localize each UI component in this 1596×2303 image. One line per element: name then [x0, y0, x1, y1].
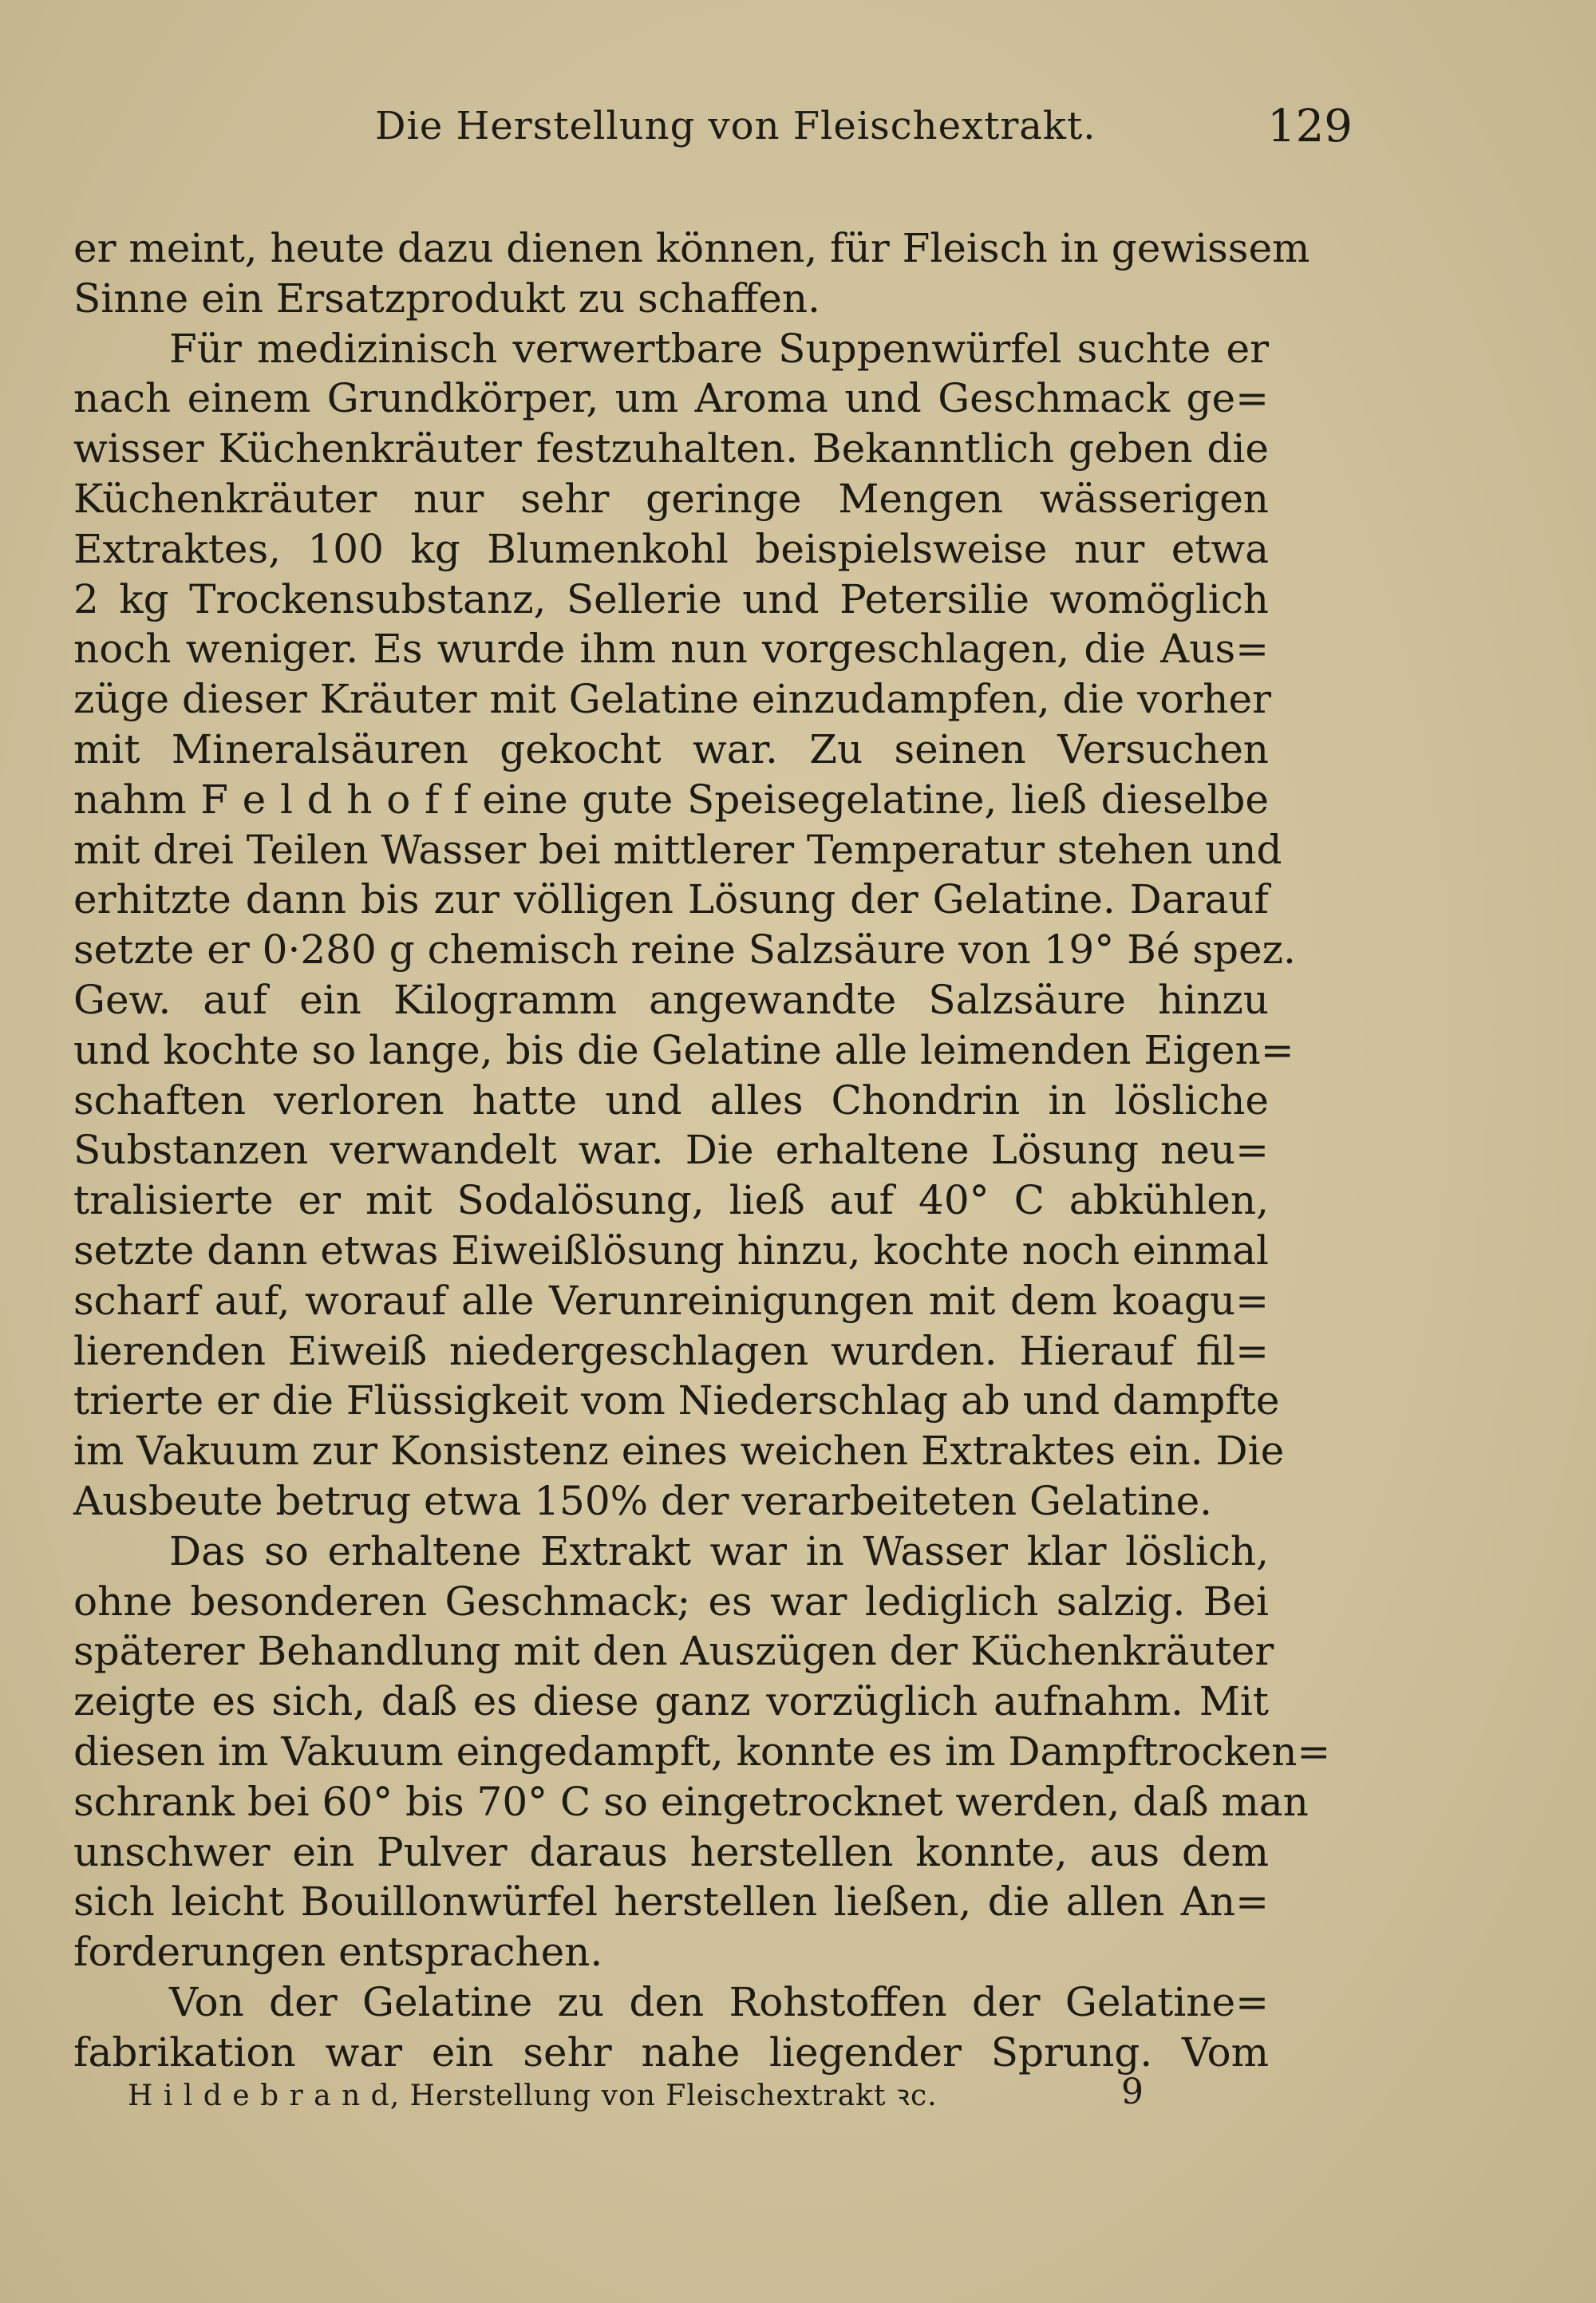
text-line: trierte er die Flüssigkeit vom Niederschlag ab und dampfte [73, 1377, 1280, 1424]
text-line: mit Mineralsäuren gekocht war. Zu seinen Versuchen [73, 725, 1269, 772]
page-number: 129 [1267, 101, 1353, 152]
text-line: ohne besonderen Geschmack; es war lediglich salzig. Bei [73, 1578, 1269, 1625]
text-line: zeigte es sich, daß es diese ganz vorzüglich aufnahm. Mit [73, 1678, 1269, 1725]
text-line: setzte dann etwas Eiweißlösung hinzu, kochte noch einmal [73, 1227, 1269, 1274]
body-text [73, 223, 1331, 2077]
text-line: Das so erhaltene Extrakt war in Wasser klar löslich, [169, 1527, 1269, 1574]
text-line: fabrikation war ein sehr nahe liegender Sprung. Vom [73, 2028, 1269, 2076]
text-line: forderungen entsprachen. [73, 1929, 603, 1976]
text-line: lierenden Eiweiß niedergeschlagen wurden. Hierauf fil= [73, 1327, 1269, 1374]
text-line: tralisierte er mit Sodalösung, ließ auf 40° C abkühlen, [73, 1177, 1269, 1224]
text-line: züge dieser Kräuter mit Gelatine einzudampfen, die vorher [73, 676, 1271, 723]
text-line: Von der Gelatine zu den Rohstoffen der Gelatine= [169, 1978, 1269, 2025]
text-line: diesen im Vakuum eingedampft, konnte es im Dampftrocken= [73, 1728, 1331, 1775]
text-line: Gew. auf ein Kilogramm angewandte Salzsäure hinzu [73, 976, 1269, 1023]
text-line: 2 kg Trockensubstanz, Sellerie und Petersilie womöglich [73, 575, 1269, 622]
text-line: Küchenkräuter nur sehr geringe Mengen wässerigen [73, 475, 1269, 522]
signature-mark: 9 [1121, 2072, 1144, 2112]
text-line: mit drei Teilen Wasser bei mittlerer Temperatur stehen und [73, 826, 1282, 873]
text-line: noch weniger. Es wurde ihm nun vorgeschlagen, die Aus= [73, 626, 1269, 673]
text-line: scharf auf, worauf alle Verunreinigungen mit dem koagu= [73, 1277, 1269, 1324]
text-line: Substanzen verwandelt war. Die erhaltene Lösung neu= [73, 1127, 1269, 1174]
text-line: Extraktes, 100 kg Blumenkohl beispielsweise nur etwa [73, 525, 1269, 572]
text-line: er meint, heute dazu dienen können, für Fleisch in gewissem [73, 225, 1310, 271]
text-line: erhitzte dann bis zur völligen Lösung der Gelatine. Darauf [73, 876, 1269, 923]
text-line: unschwer ein Pulver daraus herstellen konnte, aus dem [73, 1828, 1269, 1875]
running-title: Die Herstellung von Fleischextrakt. [375, 104, 1096, 148]
text-line: sich leicht Bouillonwürfel herstellen ließen, die allen An= [73, 1878, 1269, 1926]
text-line: nahm F e l d h o f f eine gute Speisegelatine, ließ dieselbe [73, 776, 1269, 823]
text-line: schrank bei 60° bis 70° C so eingetrocknet werden, daß man [73, 1778, 1309, 1825]
text-line: späterer Behandlung mit den Auszügen der Küchenkräuter [73, 1628, 1274, 1675]
text-line: nach einem Grundkörper, um Aroma und Geschmack ge= [73, 375, 1269, 422]
page-footer [128, 2072, 1165, 2131]
text-line: Für medizinisch verwertbare Suppenwürfel suchte er [169, 325, 1269, 372]
text-line: Sinne ein Ersatzprodukt zu schaffen. [73, 275, 820, 322]
text-line: schaften verloren hatte und alles Chondrin in lösliche [73, 1076, 1269, 1124]
footer-text: H i l d e b r a n d, Herstellung von Fleischextrakt ꝛc. [128, 2080, 938, 2112]
text-line: und kochte so lange, bis die Gelatine alle leimenden Eigen= [73, 1026, 1294, 1073]
text-line: Ausbeute betrug etwa 150% der verarbeiteten Gelatine. [73, 1477, 1213, 1524]
text-line: im Vakuum zur Konsistenz eines weichen Extraktes ein. Die [73, 1428, 1285, 1475]
text-line: setzte er 0·280 g chemisch reine Salzsäure von 19° Bé spez. [73, 926, 1296, 974]
text-line: wisser Küchenkräuter festzuhalten. Bekanntlich geben die [73, 425, 1269, 472]
running-head [72, 101, 1353, 168]
